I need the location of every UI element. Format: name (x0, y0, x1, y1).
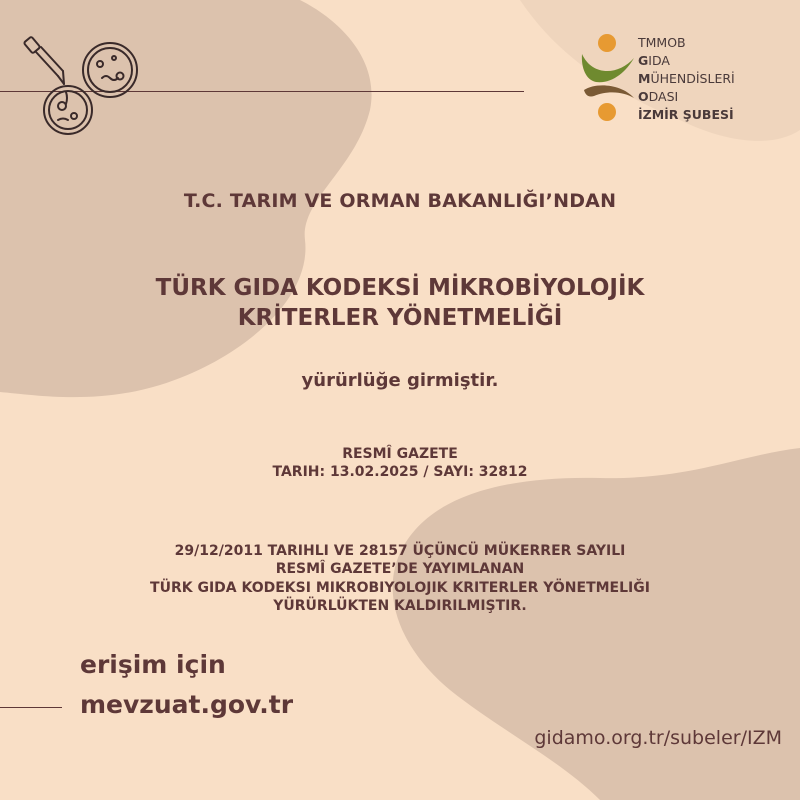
logo-text-izmir-subesi: İZMİR ŞUBESİ (638, 107, 734, 122)
gazette-label: RESMÎ GAZETE (342, 446, 458, 462)
logo-text-odasi: ODASI (638, 89, 679, 104)
logo-text-tmmob: TMMOB (638, 35, 686, 50)
regulation-title-line-2: KRİTERLER YÖNETMELİĞİ (237, 305, 563, 331)
organization-logo (578, 32, 778, 132)
access-divider-line (0, 707, 62, 708)
repeal-notice-line-1: 29/12/2011 TARIHLI VE 28157 ÜÇÜNCÜ MÜKERRER SAYILI (174, 543, 626, 559)
access-link[interactable]: mevzuat.gov.tr (80, 690, 294, 719)
repeal-notice-line-3: TÜRK GIDA KODEKSI MIKROBIYOLOJIK KRITERLER YÖNETMELIĞI (150, 580, 650, 596)
logo-text-gida: GIDA (638, 53, 670, 68)
gazette-date-number: TARIH: 13.02.2025 / SAYI: 32812 (272, 464, 528, 480)
repeal-notice-line-4: YÜRÜRLÜKTEN KALDIRILMIŞTIR. (273, 598, 527, 614)
status-text: yürürlüğe girmiştir. (301, 370, 499, 391)
logo-mark-icon (578, 32, 638, 132)
repeal-notice-line-2: RESMÎ GAZETE’DE YAYIMLANAN (275, 561, 525, 577)
website-link[interactable]: gidamo.org.tr/subeler/IZM (534, 727, 782, 749)
issuing-agency: T.C. TARIM VE ORMAN BAKANLIĞI’NDAN (183, 190, 617, 212)
pipette-petri-dish-icon (22, 32, 142, 142)
access-label: erişim için (80, 650, 226, 679)
logo-text-muhendisleri: MÜHENDİSLERİ (638, 71, 735, 86)
regulation-title-line-1: TÜRK GIDA KODEKSİ MİKROBİYOLOJİK (155, 275, 645, 301)
